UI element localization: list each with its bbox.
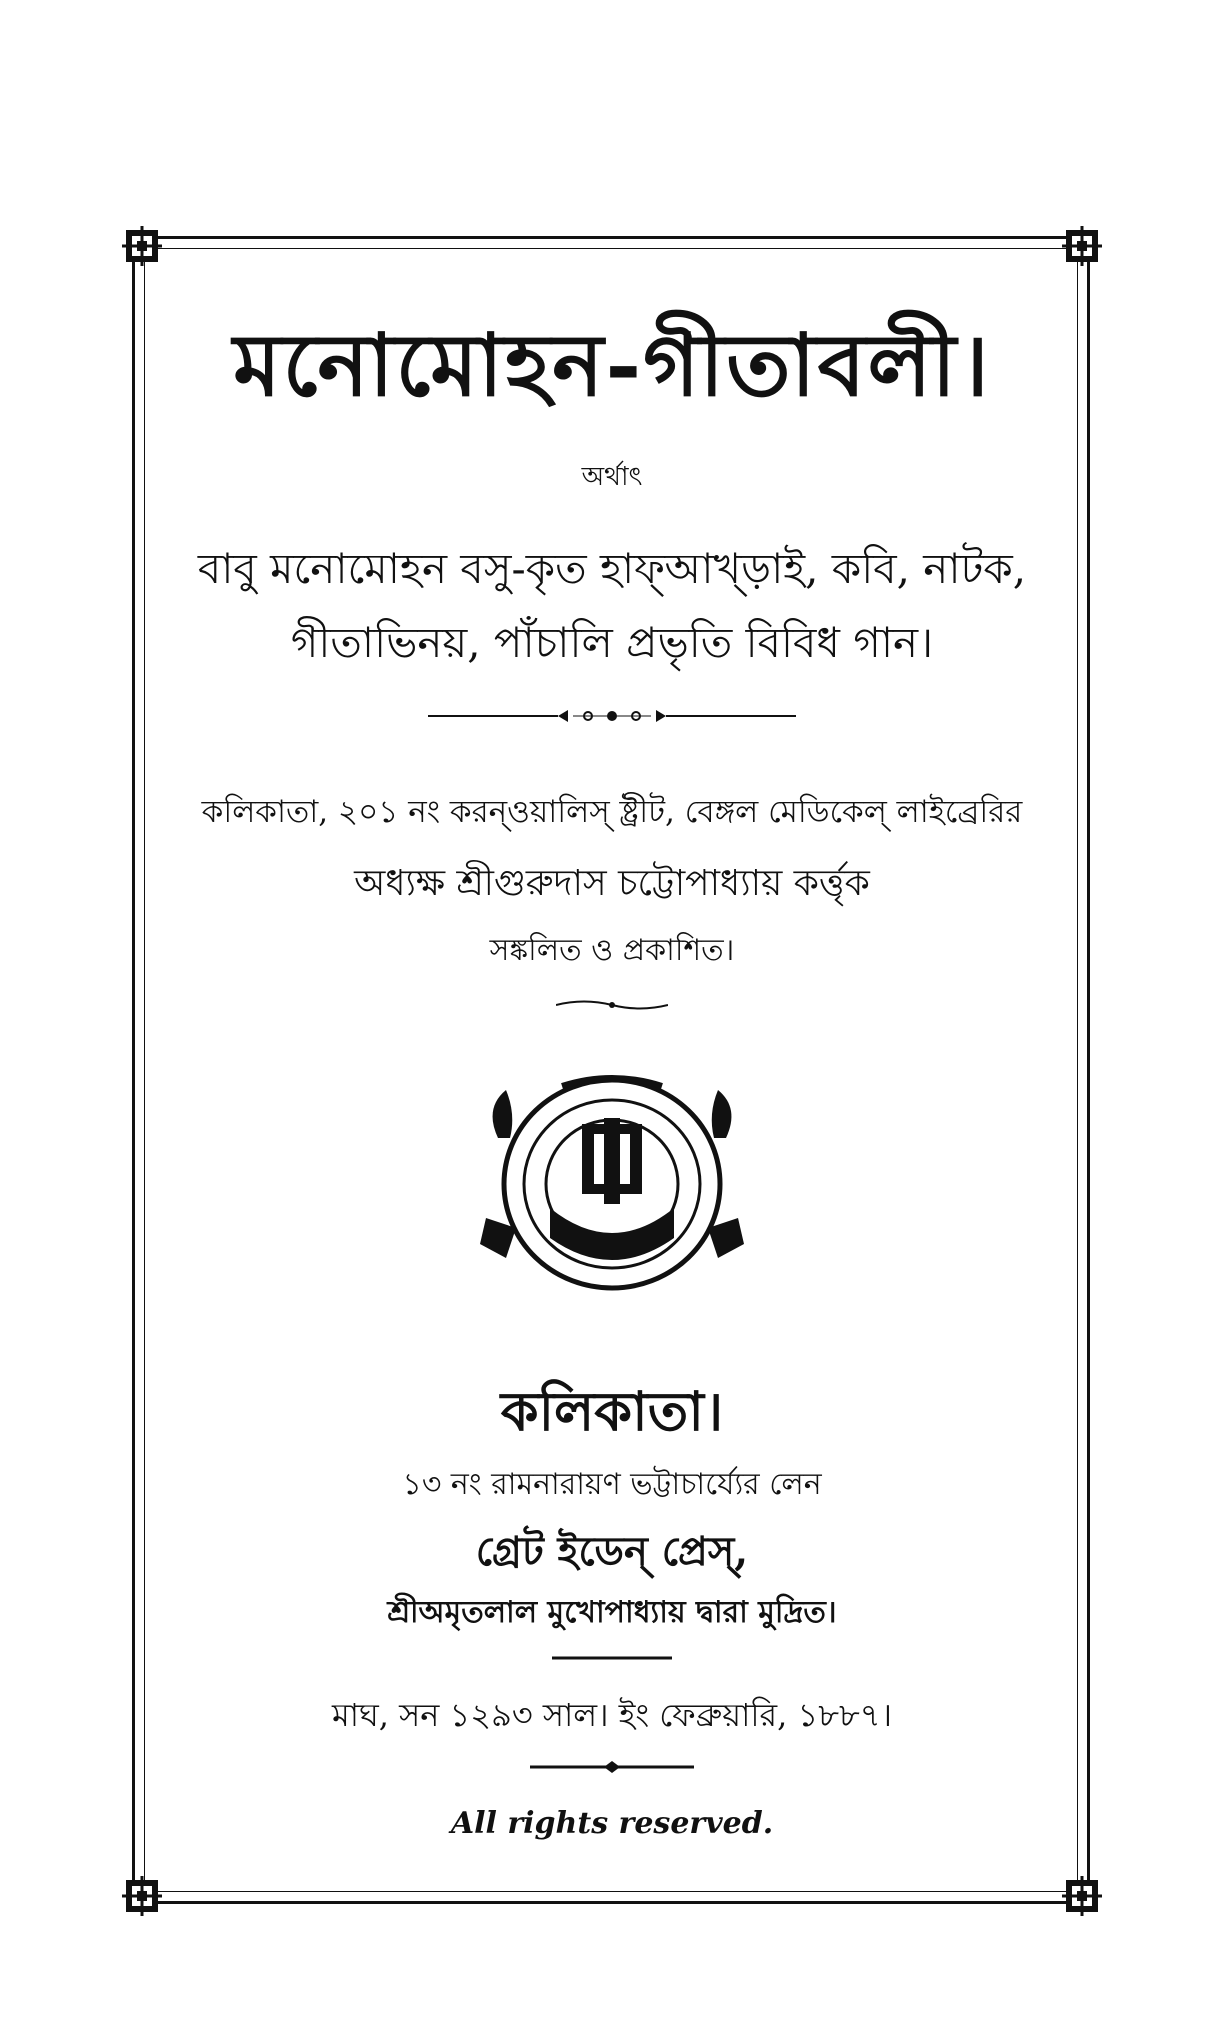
press-address: ১৩ নং রামনারায়ণ ভট্টাচার্য্যের লেন <box>402 1467 822 1502</box>
imprint-city: কলিকাতা। <box>500 1379 724 1443</box>
ornamental-divider-1 <box>428 706 796 726</box>
corner-ornament-bottom-right <box>1062 1876 1102 1916</box>
publisher-line-2: অধ্যক্ষ শ্রীগুরুদাস চট্টোপাধ্যায় কর্ত্তৃক <box>354 863 870 904</box>
book-title: মনোমোহন-গীতাবলী। <box>233 315 991 416</box>
publisher-line-1: কলিকাতা, ২০১ নং করন্‌ওয়ালিস্‌ ষ্ট্রীট, বেঙ্গল মেডিকেল্‌ লাইব্রেরির <box>201 794 1023 830</box>
subtitle-line-1: বাবু মনোমোহন বসু-কৃত হাফ্‌আখ্‌ড়াই, কবি, নাটক, <box>197 544 1027 593</box>
rights-notice: All rights reserved. <box>450 1806 774 1841</box>
corner-ornament-bottom-left <box>122 1876 162 1916</box>
press-name: গ্রেট ইডেন্‌ প্রেস্‌, <box>475 1528 749 1575</box>
ornamental-divider-3 <box>530 1760 694 1774</box>
ornamental-divider-2 <box>556 998 668 1012</box>
connector-word: অর্থাৎ <box>581 462 643 492</box>
short-rule <box>552 1654 672 1662</box>
subtitle-line-2: গীতাভিনয়, পাঁচালি প্রভৃতি বিবিধ গান। <box>290 618 934 667</box>
printer-credit: শ্রীঅমৃতলাল মুখোপাধ্যায় দ্বারা মুদ্রিত। <box>387 1595 837 1630</box>
publication-date: মাঘ, সন ১২৯৩ সাল। ইং ফেব্রুয়ারি, ১৮৮৭। <box>331 1696 893 1734</box>
printers-emblem <box>476 1068 748 1300</box>
corner-ornament-top-right <box>1062 226 1102 266</box>
publisher-line-3: সঙ্কলিত ও প্রকাশিত। <box>489 933 735 968</box>
corner-ornament-top-left <box>122 226 162 266</box>
